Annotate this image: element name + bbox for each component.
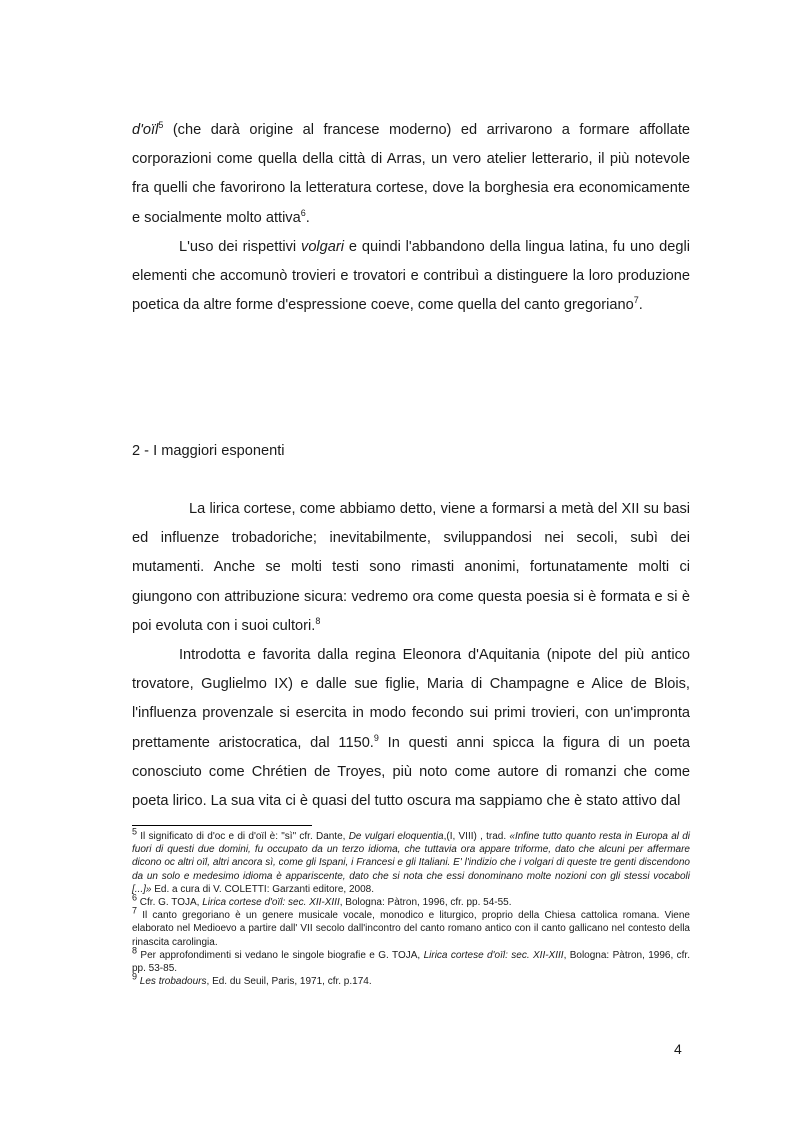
paragraph-3-text: La lirica cortese, come abbiamo detto, viene a formarsi a metà del XII su basi ed influenze trobadoriche; inevitabilmente, sviluppandosi nei secoli, subì dei mutamenti. Anche se molti testi sono rimasti anonimi, fortunatamente molti ci giungono con attribuzione sicura: vedremo ora come questa poesia si è formata e si è poi evoluta con i suoi cultori. — [132, 501, 690, 634]
footnote-9-number: 9 — [132, 971, 138, 982]
paragraph-2-text-2: e quindi l'abbandono della lingua latina, fu uno degli elementi che accomunò trovieri e trovatori e contribuì a distinguere la loro produzione poetica da altre forme d'espressione coeve, come quella del canto gregoriano — [132, 238, 690, 314]
footnote-9-title: Les trobadours — [137, 976, 207, 988]
paragraph-2 — [132, 233, 690, 321]
footnote-6 — [132, 892, 690, 909]
paragraph-1-end: . — [305, 209, 310, 226]
footnote-7-number: 7 — [132, 905, 138, 916]
footnote-5-title: De vulgari eloquentia — [348, 831, 444, 842]
footnotes — [132, 826, 691, 988]
footnote-5-text-2: ,(I, VIII) , trad. — [443, 831, 510, 842]
footnote-5-text-3: Ed. a cura di V. COLETTI: Garzanti editore, 2008. — [151, 883, 374, 895]
footnote-6-text-2: , Bologna: Pàtron, 1996, cfr. pp. 54-55. — [339, 897, 512, 909]
paragraph-3 — [132, 495, 690, 641]
paragraph-2-end: . — [638, 297, 643, 314]
body-text-section — [132, 495, 690, 816]
footnote-ref-6[interactable]: 6 — [300, 207, 306, 218]
footnote-ref-9[interactable]: 9 — [373, 732, 379, 743]
footnote-9-text: , Ed. du Seuil, Paris, 1971, cfr. p.174. — [206, 976, 372, 988]
footnote-ref-7[interactable]: 7 — [633, 295, 639, 306]
footnote-6-number: 6 — [132, 892, 138, 903]
footnote-separator — [132, 825, 312, 826]
term-doil: d'oïl — [132, 122, 159, 138]
footnote-6-title: Lirica cortese d'oïl: sec. XII-XIII — [202, 897, 340, 909]
footnote-8-number: 8 — [132, 945, 138, 956]
section-heading: 2 - I maggiori esponenti — [132, 443, 285, 459]
paragraph-1 — [132, 116, 690, 233]
footnote-8-title: Lirica cortese d'oïl: sec. XII-XIII — [423, 949, 564, 961]
page-number: 4 — [674, 1041, 682, 1057]
footnote-6-text: Cfr. G. TOJA, — [137, 897, 203, 909]
footnote-5 — [132, 826, 691, 896]
body-text-top — [132, 116, 690, 320]
footnote-8-text-2: , Bologna: Pàtron, 1996, cfr. pp. 53-85. — [132, 949, 690, 975]
footnote-ref-5[interactable]: 5 — [158, 120, 164, 131]
paragraph-4-text: Introdotta e favorita dalla regina Eleonora d'Aquitania (nipote del più antico trovatore, Guglielmo IX) e dalle sue figlie, Maria di Champagne e Alice de Blois, l'influenza provenzale si esercita in modo fecondo sui primi trovieri, con un'impronta prettamente aristocratica, dal 1150. — [132, 647, 690, 751]
footnote-5-number: 5 — [132, 826, 138, 837]
footnote-5-text: Il significato di d'oc e di d'oïl è: "sì" cfr. Dante, — [137, 831, 349, 842]
footnote-7-text: Il canto gregoriano è un genere musicale vocale, monodico e liturgico, proprio della Chiesa cattolica romana. Viene elaborato nel Medioevo a partire dall' VII secolo dall'incontro del canto romano antico con il canto gallicano nel contesto della rinascita carolingia. — [132, 910, 690, 948]
paragraph-1-text: (che darà origine al francese moderno) ed arrivarono a formare affollate corporazioni come quella della città di Arras, un vero atelier letterario, il più notevole fra quelli che favorirono la letteratura cortese, dove la borghesia era economicamente e socialmente molto attiva — [132, 122, 690, 226]
footnote-ref-8[interactable]: 8 — [315, 615, 321, 626]
footnote-5-quote: «Infine tutto quanto resta in Europa al di fuori di questi due domini, fu occupato da un terzo idioma, che tuttavia ora appare triforme, dato che alcuni per affermare dicono oc altri oïl, altri ancora sì, come gli Ispani, i Francesi e gli Italiani. E' l'indizio che i volgari di queste tre genti discendono da un solo e medesimo idioma è appariscente, dato che si nota che essi donominano molte nozioni con gli stessi vocaboli [...]» — [132, 831, 691, 895]
footnote-8 — [132, 945, 690, 975]
paragraph-4-text-2: In questi anni spicca la figura di un poeta conosciuto come Chrétien de Troyes, più noto come autore di romanzi che come poeta lirico. La sua vita ci è quasi del tutto oscura ma sappiamo che è stato attivo dal — [132, 734, 690, 810]
footnote-9 — [132, 971, 690, 988]
paragraph-2-text: L'uso dei rispettivi — [179, 238, 302, 255]
term-volgari: volgari — [301, 238, 345, 255]
footnote-8-text: Per approfondimenti si vedano le singole biografie e G. TOJA, — [137, 949, 424, 961]
footnote-7 — [132, 905, 690, 949]
paragraph-4 — [132, 641, 690, 816]
